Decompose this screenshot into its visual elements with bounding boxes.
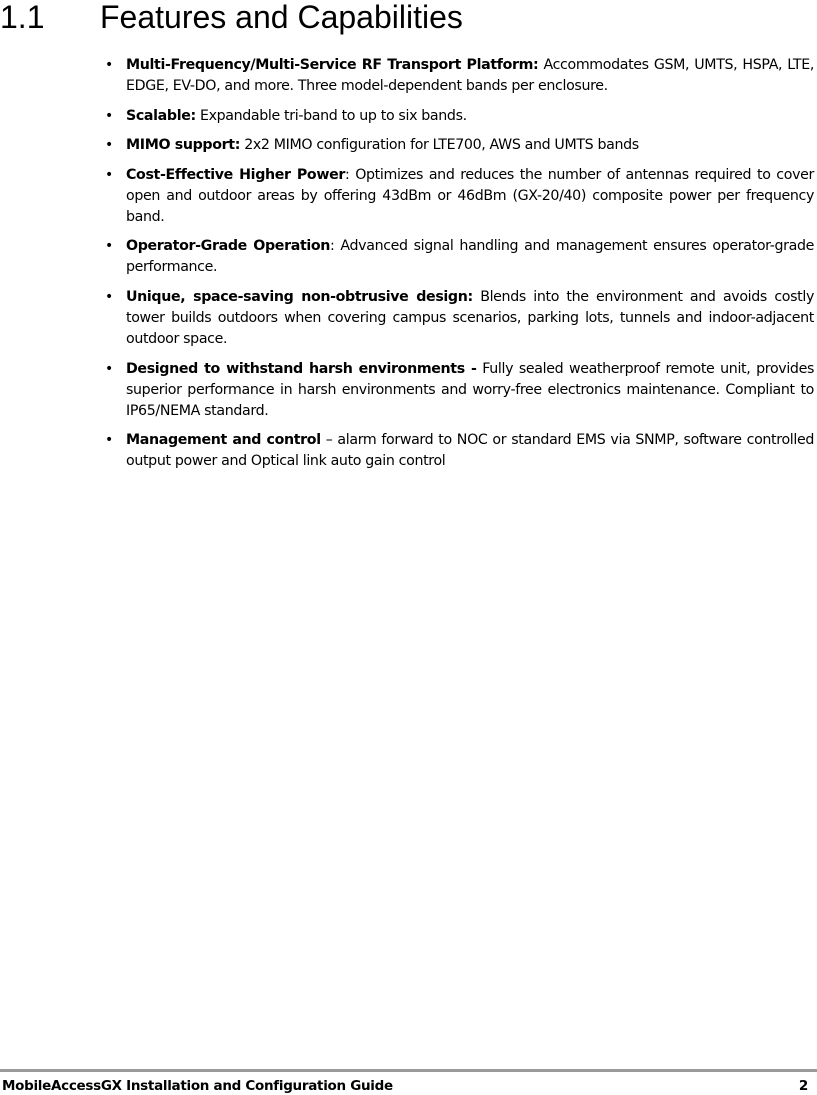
feature-description: : Optimizes and reduces the number of antennas required to cover open and outdoor areas by offering 43dBm or 46dBm (GX-20/40) composite power per frequency band.	[126, 166, 814, 225]
bullet-icon: •	[105, 57, 113, 73]
feature-item-harsh-environments	[105, 359, 814, 422]
feature-term: Unique, space-saving non-obtrusive design:	[126, 288, 473, 305]
feature-term: Management and control	[126, 432, 321, 449]
feature-item-operator-grade	[105, 236, 815, 278]
page-number: 2	[798, 1078, 808, 1094]
bullet-icon: •	[105, 360, 113, 377]
bullet-icon: •	[105, 166, 113, 183]
feature-description: : Advanced signal handling and management ensures operator-grade performance.	[126, 238, 815, 276]
feature-description: Fully sealed weatherproof remote unit, provides superior performance in harsh environments and worry-free electronics maintenance. Compliant to IP65/NEMA standard.	[126, 360, 814, 419]
feature-item-higher-power	[105, 165, 814, 228]
feature-description: 2x2 MIMO configuration for LTE700, AWS and UMTS bands	[240, 137, 639, 154]
feature-term: Designed to withstand harsh environments -	[126, 360, 477, 377]
feature-term: MIMO support:	[126, 137, 241, 154]
footer-divider	[0, 1069, 817, 1072]
feature-list	[105, 55, 815, 481]
feature-term: Multi-Frequency/Multi-Service RF Transport Platform:	[126, 57, 539, 73]
bullet-icon: •	[105, 137, 113, 154]
feature-item-scalable	[105, 106, 814, 127]
bullet-icon: •	[105, 107, 113, 124]
footer-document-title: MobileAccessGX Installation and Configuration Guide	[2, 1078, 393, 1094]
bullet-icon: •	[105, 288, 113, 305]
feature-term: Cost-Effective Higher Power	[126, 166, 345, 183]
feature-description: Expandable tri-band to up to six bands.	[195, 107, 467, 124]
bullet-icon: •	[105, 432, 113, 449]
feature-item-mimo-support	[105, 135, 814, 156]
section-heading	[0, 0, 463, 36]
page-footer	[2, 1077, 808, 1095]
feature-description: – alarm forward to NOC or standard EMS via SNMP, software controlled output power and Optical link auto gain control	[126, 432, 814, 470]
feature-description: Accommodates GSM, UMTS, HSPA, LTE, EDGE, EV-DO, and more. Three model-dependent bands per enclosure.	[126, 57, 814, 94]
section-number: 1.1	[0, 0, 45, 35]
feature-item-space-saving-design	[105, 287, 814, 350]
section-title: Features and Capabilities	[100, 0, 463, 35]
feature-term: Operator-Grade Operation	[126, 238, 331, 255]
feature-term: Scalable:	[126, 107, 196, 124]
feature-description: Blends into the environment and avoids costly tower builds outdoors when covering campus scenarios, parking lots, tunnels and indoor-adjacent outdoor space.	[126, 288, 814, 347]
feature-item-multi-frequency	[105, 55, 814, 97]
feature-item-management-control	[105, 430, 814, 472]
bullet-icon: •	[105, 238, 113, 255]
